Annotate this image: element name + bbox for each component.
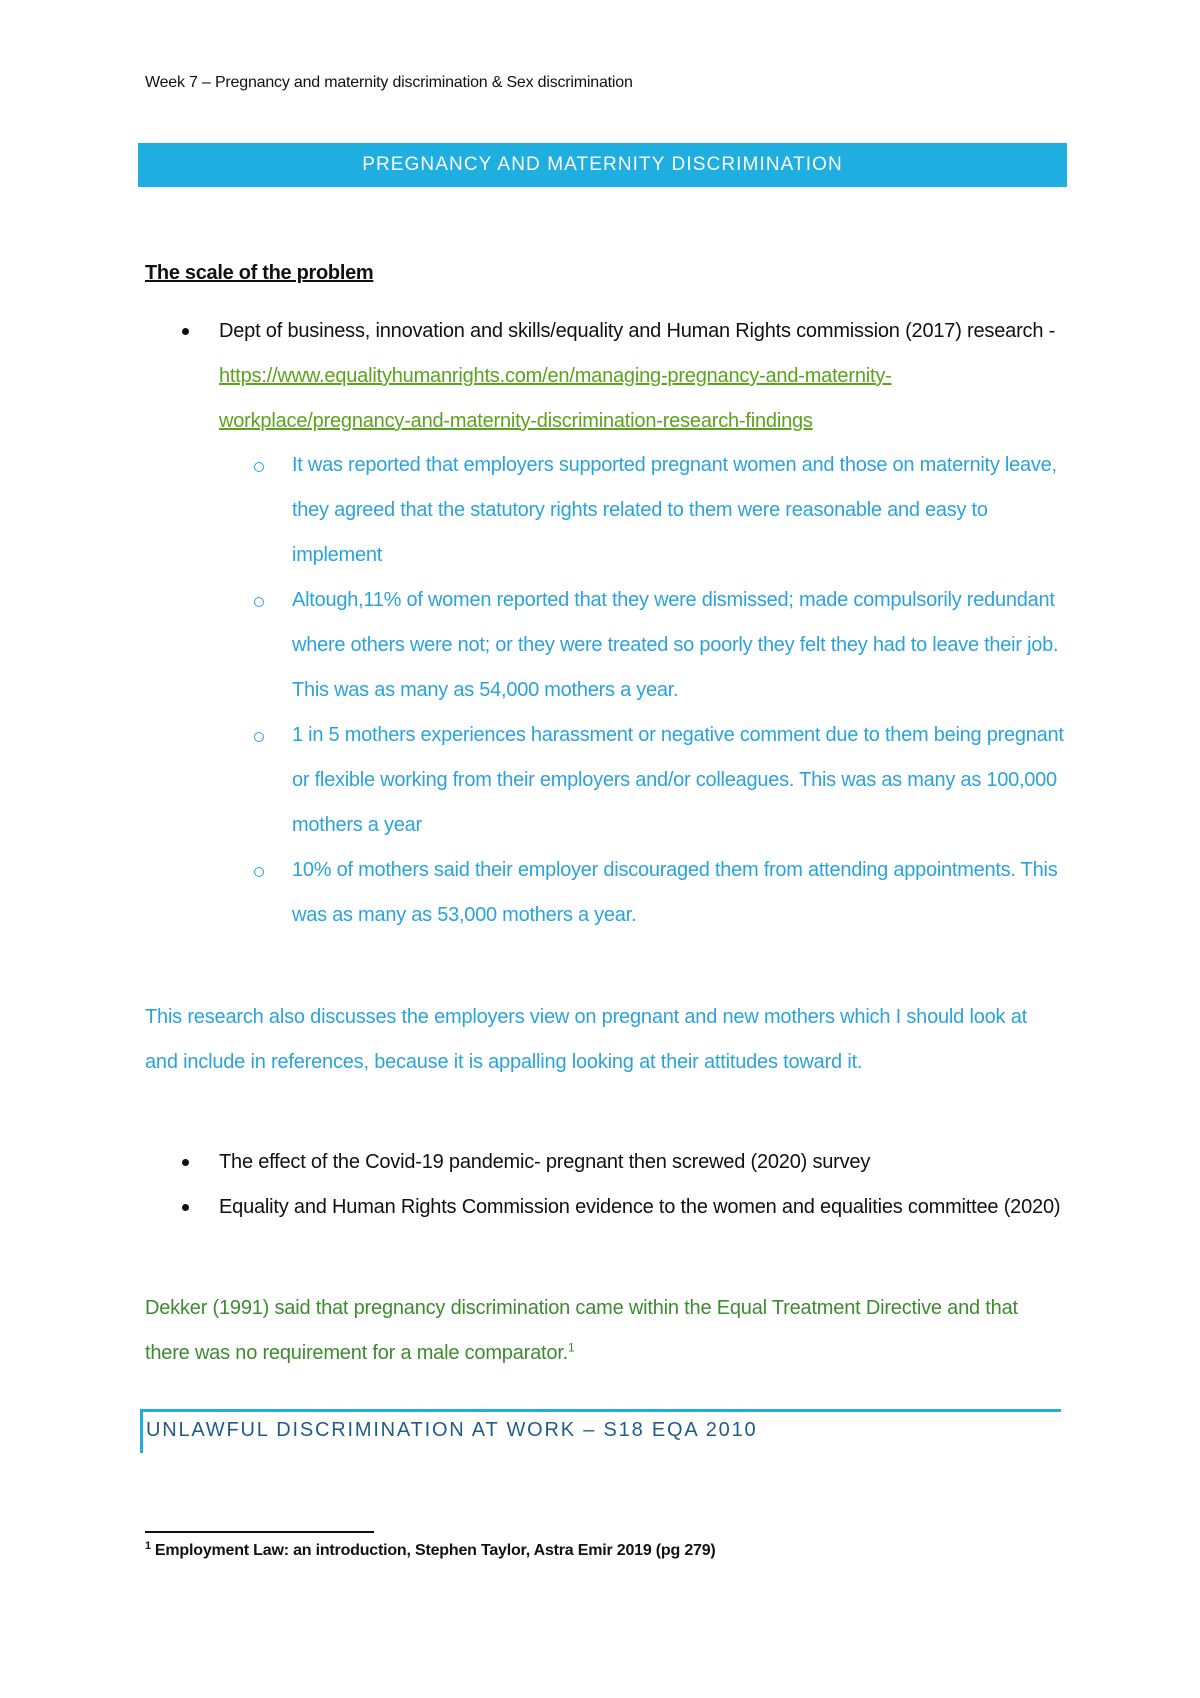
hollow-circle-icon — [254, 732, 264, 742]
sub-bullet-text: 10% of mothers said their employer discouraged them from attending appointments. This was as many as 53,000 mothers a year. — [292, 859, 1058, 926]
section-heading-2 — [140, 1409, 1061, 1453]
bullet-text: Dept of business, innovation and skills/equality and Human Rights commission (2017) research - — [219, 320, 1056, 342]
footnote — [145, 1540, 716, 1562]
footnote-mark: 1 — [145, 1539, 151, 1552]
bullet-text: The effect of the Covid-19 pandemic- pregnant then screwed (2020) survey — [219, 1151, 871, 1173]
bullet-dot-icon — [182, 1159, 189, 1166]
footnote-reference[interactable]: 1 — [568, 1340, 575, 1355]
research-note-paragraph: This research also discusses the employers view on pregnant and new mothers which I should look at and include in references, because it is appalling looking at their attitudes toward it. — [145, 1006, 1027, 1073]
section-banner-title: PREGNANCY AND MATERNITY DISCRIMINATION — [362, 154, 843, 175]
sub-bullet-item — [254, 578, 1064, 713]
bullet-text: Equality and Human Rights Commission evidence to the women and equalities committee (2020) — [219, 1196, 1061, 1218]
sub-bullet-list — [254, 443, 1064, 938]
bullet-item-covid-survey — [181, 1140, 1061, 1185]
dekker-paragraph — [145, 1286, 1065, 1376]
hollow-circle-icon — [254, 462, 264, 472]
bullet-list-other-sources — [181, 1140, 1061, 1230]
section-heading-2-title: UNLAWFUL DISCRIMINATION AT WORK – S18 EQA 2010 — [146, 1419, 758, 1441]
sub-bullet-item — [254, 713, 1064, 848]
hollow-circle-icon — [254, 597, 264, 607]
heading-top-rule — [140, 1409, 1061, 1412]
bullet-item-research — [181, 309, 1061, 444]
sub-bullet-item — [254, 848, 1064, 938]
sub-bullet-text: 1 in 5 mothers experiences harassment or negative comment due to them being pregnant or flexible working from their employers and/or colleagues. This was as many as 100,000 mothers a year — [292, 724, 1064, 836]
sub-bullet-text: It was reported that employers supported pregnant women and those on maternity leave, they agreed that the statutory rights related to them were reasonable and easy to implement — [292, 454, 1057, 566]
bullet-item-ehrc-evidence — [181, 1185, 1061, 1230]
research-link[interactable]: https://www.equalityhumanrights.com/en/managing-pregnancy-and-maternity-workplace/pregnancy-and-maternity-discrimination-research-findings — [219, 365, 892, 432]
footnote-text: Employment Law: an introduction, Stephen Taylor, Astra Emir 2019 (pg 279) — [154, 1542, 716, 1559]
bullet-dot-icon — [182, 1204, 189, 1211]
footnote-divider — [145, 1531, 374, 1533]
bullet-dot-icon — [182, 328, 189, 335]
hollow-circle-icon — [254, 867, 264, 877]
section-banner — [138, 143, 1067, 187]
dekker-text: Dekker (1991) said that pregnancy discrimination came within the Equal Treatment Directive and that there was no requirement for a male comparator. — [145, 1297, 1018, 1364]
heading-left-rule — [140, 1409, 143, 1453]
sub-bullet-text: Altough,11% of women reported that they were dismissed; made compulsorily redundant where others were not; or they were treated so poorly they felt they had to leave their job. This was as many as 54,000 mothers a year. — [292, 589, 1059, 701]
running-header: Week 7 – Pregnancy and maternity discrimination & Sex discrimination — [145, 74, 633, 91]
bullet-list-research — [181, 309, 1061, 444]
sub-bullet-item — [254, 443, 1064, 578]
subheading-scale-of-problem: The scale of the problem — [145, 262, 374, 284]
